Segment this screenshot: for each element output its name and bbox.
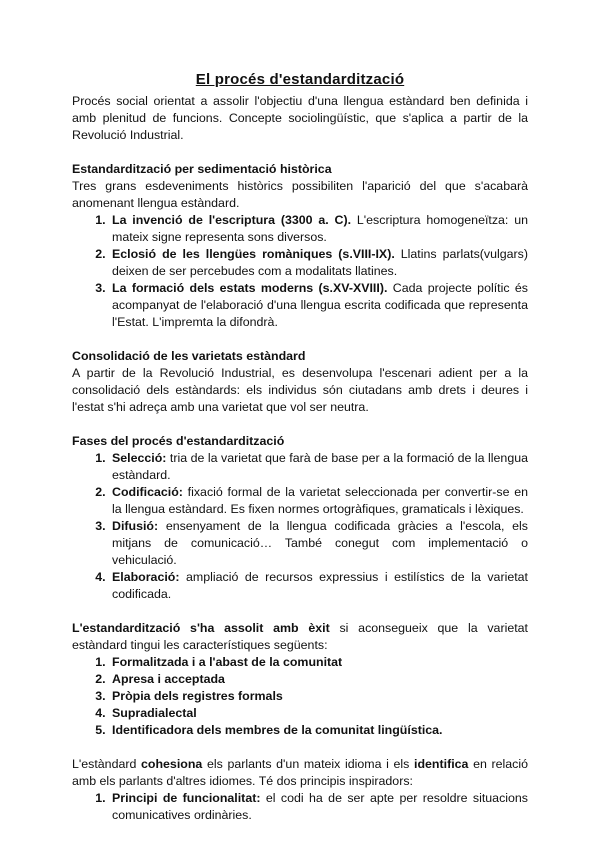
list-item: 4. Elaboració: ampliació de recursos expressius i estilístics de la varietat codificada. (109, 569, 528, 603)
list-item: 3. Pròpia dels registres formals (109, 688, 528, 705)
list-item: 2. Apresa i acceptada (109, 671, 528, 688)
list-item: 1. La invenció de l'escriptura (3300 a. C). L'escriptura homogeneïtza: un mateix signe representa sons diversos. (109, 212, 528, 246)
intro-paragraph: Procés social orientat a assolir l'objectiu d'una llengua estàndard ben definida i amb plenitud de funcions. Concepte sociolingüístic, que s'aplica a partir de la Revolució Industrial. (72, 94, 528, 142)
list-item: 3. La formació dels estats moderns (s.XV-XVIII). Cada projecte polític és acompanyat de l'elaboració d'una llengua escrita codificada que representa l'Estat. L'impremta la difondrà. (109, 280, 528, 331)
section-heading-consolidation: Consolidació de les varietats estàndard (72, 349, 306, 363)
list-item: 1. Selecció: tria de la varietat que farà de base per a la formació de la llengua estàndard. (109, 450, 528, 484)
principles-list (72, 790, 528, 824)
section-text-consolidation: A partir de la Revolució Industrial, es desenvolupa l'escenari adient per a la consolidació dels estàndards: els individus són ciutadans amb drets i deures i l'estat s'hi adreça amb una varietat que vol ser neutra. (72, 366, 528, 414)
section-heading-sedimentation: Estandardització per sedimentació històrica (72, 162, 332, 176)
phases-list (72, 450, 528, 603)
list-item: 5. Identificadora dels membres de la comunitat lingüística. (109, 722, 528, 739)
sedimentation-list (72, 212, 528, 331)
characteristics-list (72, 654, 528, 739)
section-text-cohesion: L'estàndard cohesiona els parlants d'un mateix idioma i els identifica en relació amb els parlants d'altres idiomes. Té dos principis inspiradors: (72, 757, 528, 788)
document-page (72, 70, 528, 824)
list-item: 1. Principi de funcionalitat: el codi ha de ser apte per resoldre situacions comunicatives ordinàries. (109, 790, 528, 824)
list-item: 3. Difusió: ensenyament de la llengua codificada gràcies a l'escola, els mitjans de comunicació… També conegut com implementació o vehiculació. (109, 518, 528, 569)
page-title: El procés d'estandardització (195, 71, 405, 88)
section-text-success: L'estandardització s'ha assolit amb èxit si aconsegueix que la varietat estàndard tingui les característiques següents: (72, 621, 528, 652)
list-item: 1. Formalitzada i a l'abast de la comunitat (109, 654, 528, 671)
section-text-sedimentation: Tres grans esdeveniments històrics possibiliten l'aparició del que s'acabarà anomenant llengua estàndard. (72, 179, 528, 210)
section-heading-phases: Fases del procés d'estandardització (72, 434, 285, 448)
list-item: 2. Eclosió de les llengües romàniques (s.VIII-IX). Llatins parlats(vulgars) deixen de ser percebudes com a modalitats llatines. (109, 246, 528, 280)
list-item: 2. Codificació: fixació formal de la varietat seleccionada per convertir-se en la llengua estàndard. Es fixen normes ortogràfiques, gramaticals i lèxiques. (109, 484, 528, 518)
list-item: 4. Supradialectal (109, 705, 528, 722)
